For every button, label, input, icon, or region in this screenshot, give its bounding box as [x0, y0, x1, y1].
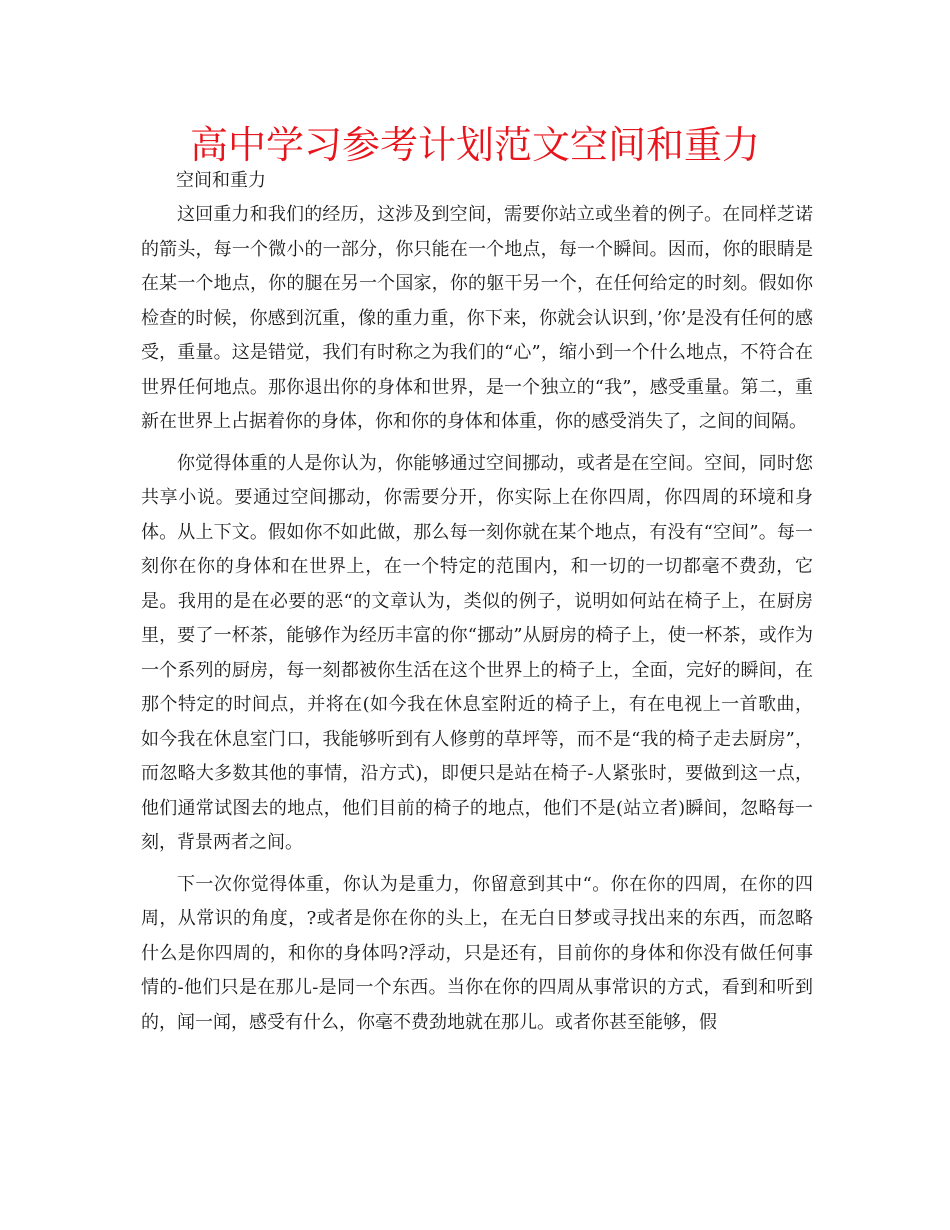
document-subtitle: 空间和重力: [176, 170, 266, 191]
paragraph: 下一次你觉得体重，你认为是重力，你留意到其中“。你在你的四周，在你的四周，从常识的角度，?或者是你在你的头上，在无白日梦或寻找出来的东西，而忽略什么是你四周的，和你的身体吗?浮动，只是还有，目前你的身体和你没有做任何事情的-他们只是在那儿-是同一个东西。当你在你的四周从事常识的方式，看到和听到的，闻一闻，感受有什么，你毫不费劲地就在那儿。或者你甚至能够，假: [141, 873, 813, 1033]
paragraph: 这回重力和我们的经历，这涉及到空间，需要你站立或坐着的例子。在同样芝诺的箭头，每一个微小的一部分，你只能在一个地点，每一个瞬间。因而，你的眼睛是在某一个地点，你的腿在另一个国家，你的躯干另一个，在任何给定的时刻。假如你检查的时候，你感到沉重，像的重力重，你下来，你就会认识到，’你’是没有任何的感受，重量。这是错觉，我们有时称之为我们的“心”，缩小到一个什么地点，不符合在世界任何地点。那你退出你的身体和世界，是一个独立的“我”，感受重量。第二，重新在世界上占据着你的身体，你和你的身体和体重，你的感受消失了，之间的间隔。: [141, 204, 813, 432]
document-body: [141, 198, 813, 1040]
paragraph: 你觉得体重的人是你认为，你能够通过空间挪动，或者是在空间。空间，同时您共享小说。要通过空间挪动，你需要分开，你实际上在你四周，你四周的环境和身体。从上下文。假如你不如此做，那么每一刻你就在某个地点，有没有“空间”。每一刻你在你的身体和在世界上，在一个特定的范围内，和一切的一切都毫不费劲，它是。我用的是在必要的恶“的文章认为，类似的例子，说明如何站在椅子上，在厨房里，要了一杯茶，能够作为经历丰富的你“挪动”从厨房的椅子上，使一杯茶，或作为一个系列的厨房，每一刻都被你生活在这个世界上的椅子上，全面，完好的瞬间，在那个特定的时间点，并将在(如今我在休息室附近的椅子上，有在电视上一首歌曲，如今我在休息室门口，我能够听到有人修剪的草坪等，而不是“我的椅子走去厨房”，而忽略大多数其他的事情，沿方式)，即便只是站在椅子-人紧张时，要做到这一点，他们通常试图去的地点，他们目前的椅子的地点，他们不是(站立者)瞬间，忽略每一刻，背景两者之间。: [141, 452, 813, 853]
document-title: 高中学习参考计划范文空间和重力: [189, 123, 760, 167]
